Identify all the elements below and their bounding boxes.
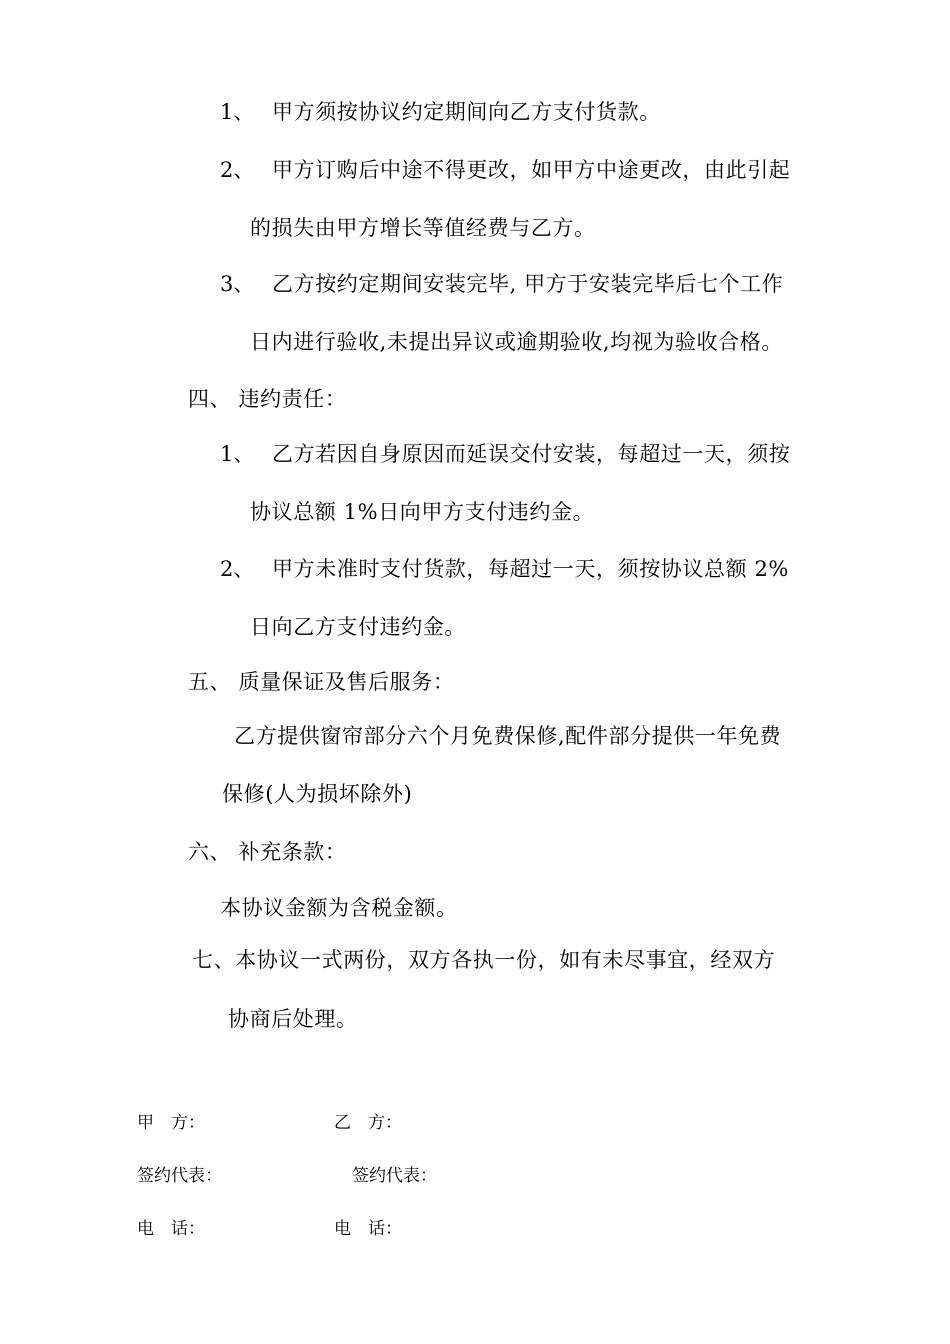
item-text-continued: 日向乙方支付违约金。 <box>250 615 466 639</box>
item-text-continued: 的损失由甲方增长等值经费与乙方。 <box>250 216 596 240</box>
supplementary-text: 本协议金额为含税金额。 <box>220 896 458 920</box>
item-text: 乙方按约定期间安装完毕, 甲方于安装完毕后七个工作 <box>272 272 784 296</box>
section-copies-text-continued: 协商后处理。 <box>228 1007 358 1031</box>
item-number: 1、 <box>220 100 255 124</box>
item-text: 甲方订购后中途不得更改，如甲方中途更改，由此引起 <box>272 158 791 182</box>
item-text: 甲方未准时支付货款，每超过一天，须按协议总额 2% <box>272 557 789 581</box>
item-text-continued: 日内进行验收,未提出异议或逾期验收,均视为验收合格。 <box>250 330 783 354</box>
item-number: 1、 <box>220 442 255 466</box>
party-b-phone-label: 电 话： <box>334 1219 402 1239</box>
item-text-continued: 协议总额 1%日向甲方支付违约金。 <box>250 500 595 524</box>
item-number: 2、 <box>220 158 255 182</box>
warranty-text: 乙方提供窗帘部分六个月免费保修,配件部分提供一年免费 <box>234 724 782 748</box>
item-text: 甲方须按协议约定期间向乙方支付货款。 <box>272 100 661 124</box>
section-heading-warranty: 五、 质量保证及售后服务： <box>188 670 455 694</box>
section-copies-text: 七、本协议一式两份，双方各执一份，如有未尽事宜，经双方 <box>192 948 776 972</box>
item-number: 3、 <box>220 272 255 296</box>
party-a-rep-label: 签约代表： <box>137 1166 222 1186</box>
section-heading-supplementary: 六、 补充条款： <box>188 840 347 864</box>
item-number: 2、 <box>220 557 255 581</box>
party-b-label: 乙 方： <box>334 1113 402 1133</box>
party-a-label: 甲 方： <box>137 1113 205 1133</box>
item-text: 乙方若因自身原因而延误交付安装，每超过一天，须按 <box>272 442 791 466</box>
party-a-phone-label: 电 话： <box>137 1219 205 1239</box>
warranty-text-continued: 保修(人为损坏除外) <box>222 782 413 806</box>
party-b-rep-label: 签约代表： <box>352 1166 437 1186</box>
section-heading-breach: 四、 违约责任： <box>188 387 347 411</box>
